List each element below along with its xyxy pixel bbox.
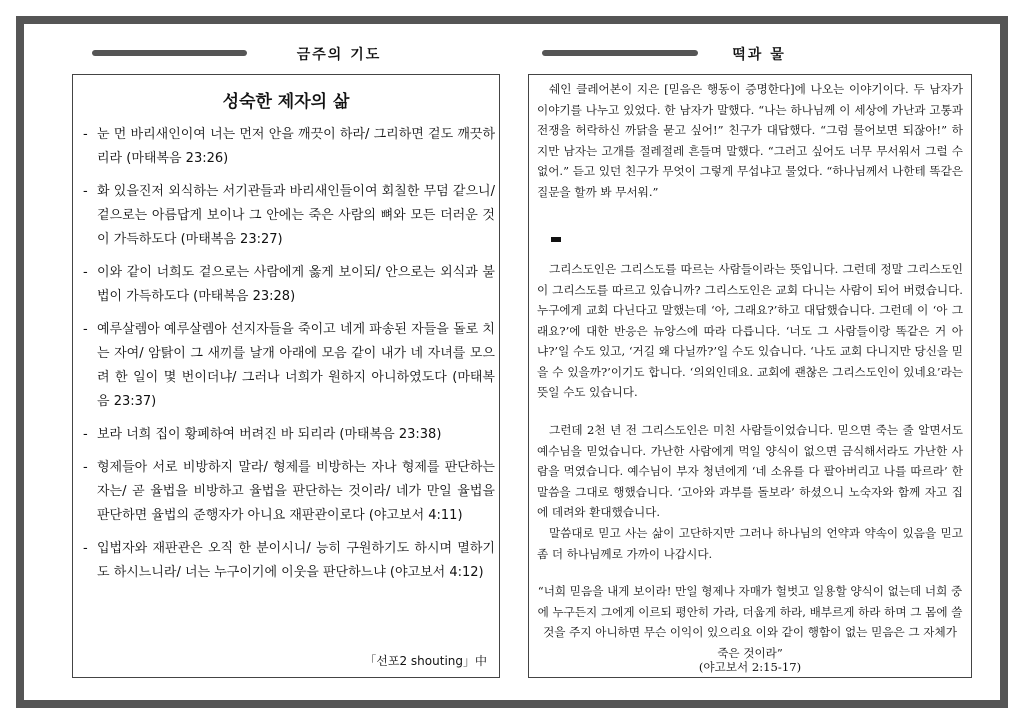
essay-paragraph-1: 쉐인 클레어본이 지은 [믿음은 행동이 증명한다]에 나오는 이야기이다. 두 남자가 이야기를 나누고 있었다. 한 남자가 말했다. “나는 하나님께 이 세상에 가난과 고통과 전쟁을 허락하신 까닭을 묻고 싶어!” 친구가 대답했다. “그럼 물어보면 되잖아!” 하지만 남자는 고개를 절레절레 흔들며 말했다. “그러고 싶어도 너무 무서워서 그럴 수 없어.” 듣고 있던 친구가 무엇이 그렇게 무섭냐고 물었다. “하나님께서 나한테 똑같은 질문을 할까 봐 무서워.” bbox=[537, 82, 963, 199]
verse-item: - 이와 같이 너희도 겉으로는 사람에게 옳게 보이되/ 안으로는 외식과 불법이 가득하도다 (마태복음 23:28) bbox=[83, 261, 495, 309]
section-divider-mark bbox=[551, 237, 561, 242]
prayer-source: 「선포2 shouting」中 bbox=[364, 654, 487, 668]
essay-box bbox=[528, 74, 972, 678]
right-section-heading: 떡과 물 bbox=[732, 47, 786, 63]
verse-item: - 입법자와 재판관은 오직 한 분이시니/ 능히 구원하기도 하시며 멸하기도 하시느니라/ 너는 누구이기에 이웃을 판단하느냐 (야고보서 4:12) bbox=[83, 537, 495, 585]
essay-paragraph-2: 그리스도인은 그리스도를 따르는 사람들이라는 뜻입니다. 그런데 정말 그리스도인이 그리스도를 따르고 있습니까? 그리스도인은 교회 다니는 사람이 되어 버렸습니다. 누구에게 교회 다닌다고 말했는데 ‘아, 그래요?’하고 대답했습니다. 그런데 이 ‘아 그래요?’에 대한 반응은 뉴앙스에 따라 다릅니다. ‘너도 그 사람들이랑 똑같은 거 아냐?’일 수도 있고, ‘거길 왜 다닐까?’일 수도 있습니다. ‘나도 교회 다니지만 당신을 믿을 수 있을까?’이기도 합니다. ‘의외인데요. 교회에 괜찮은 그리스도인이 있네요’라는 뜻일 수도 있습니다. bbox=[537, 262, 963, 399]
prayer-title: 성숙한 제자의 삶 bbox=[222, 92, 350, 112]
verse-item: - 보라 너희 집이 황폐하여 버려진 바 되리라 (마태복음 23:38) bbox=[83, 423, 495, 447]
verse-list bbox=[83, 123, 495, 594]
page-frame bbox=[16, 16, 1008, 708]
scripture-reference: (야고보서 2:15-17) bbox=[698, 660, 802, 674]
prayer-box bbox=[72, 74, 500, 678]
right-heading-bar bbox=[542, 50, 698, 56]
verse-item: - 눈 먼 바리새인이여 너는 먼저 안을 깨끗이 하라/ 그리하면 겉도 깨끗하리라 (마태복음 23:26) bbox=[83, 123, 495, 171]
essay-paragraph-3: 그런데 2천 년 전 그리스도인은 미친 사람들이었습니다. 믿으면 죽는 줄 알면서도 예수님을 믿었습니다. 가난한 사람에게 먹일 양식이 없으면 금식해서라도 가난한 사람을 먹였습니다. 예수님이 부자 청년에게 ‘네 소유를 다 팔아버리고 나를 따르라’ 한 말씀을 그대로 행했습니다. ‘고아와 과부를 돌보라’ 하셨으니 노숙자와 함께 자고 집에 데려와 환대했습니다. bbox=[537, 423, 963, 519]
essay-paragraph-4: 말씀대로 믿고 사는 삶이 고단하지만 그러나 하나님의 언약과 약속이 있음을 믿고 좀 더 하나님께로 가까이 나갑시다. bbox=[537, 526, 963, 561]
verse-item: - 형제들아 서로 비방하지 말라/ 형제를 비방하는 자나 형제를 판단하는 자는/ 곧 율법을 비방하고 율법을 판단하는 것이라/ 네가 만일 율법을 판단하면 율법의 준행자가 아니요 재판관이로다 (야고보서 4:11) bbox=[83, 456, 495, 528]
left-heading-bar bbox=[92, 50, 247, 56]
verse-item: - 화 있을진저 외식하는 서기관들과 바리새인들이여 회칠한 무덤 같으니/ 겉으로는 아름답게 보이나 그 안에는 죽은 사람의 뼈와 모든 더러운 것이 가득하도다 (마태복음 23:27) bbox=[83, 180, 495, 252]
left-section-heading: 금주의 기도 bbox=[296, 47, 382, 63]
verse-item: - 예루살렘아 예루살렘아 선지자들을 죽이고 네게 파송된 자들을 돌로 치는 자여/ 암탉이 그 새끼를 날개 아래에 모음 같이 내가 네 자녀를 모으려 한 일이 몇 번이더냐/ 그러나 너희가 원하지 아니하였도다 (마태복음 23:37) bbox=[83, 318, 495, 414]
scripture-quote: “너희 믿음을 내게 보이라! 만일 형제나 자매가 헐벗고 일용할 양식이 없는데 너희 중에 누구든지 그에게 이르되 평안히 가라, 더웁게 하라, 배부르게 하라 하며 그 몸에 쓸 것을 주지 아니하면 무슨 이익이 있으리요 이와 같이 행함이 없는 믿음은 그 자체가 죽은 것이라” bbox=[537, 584, 963, 660]
